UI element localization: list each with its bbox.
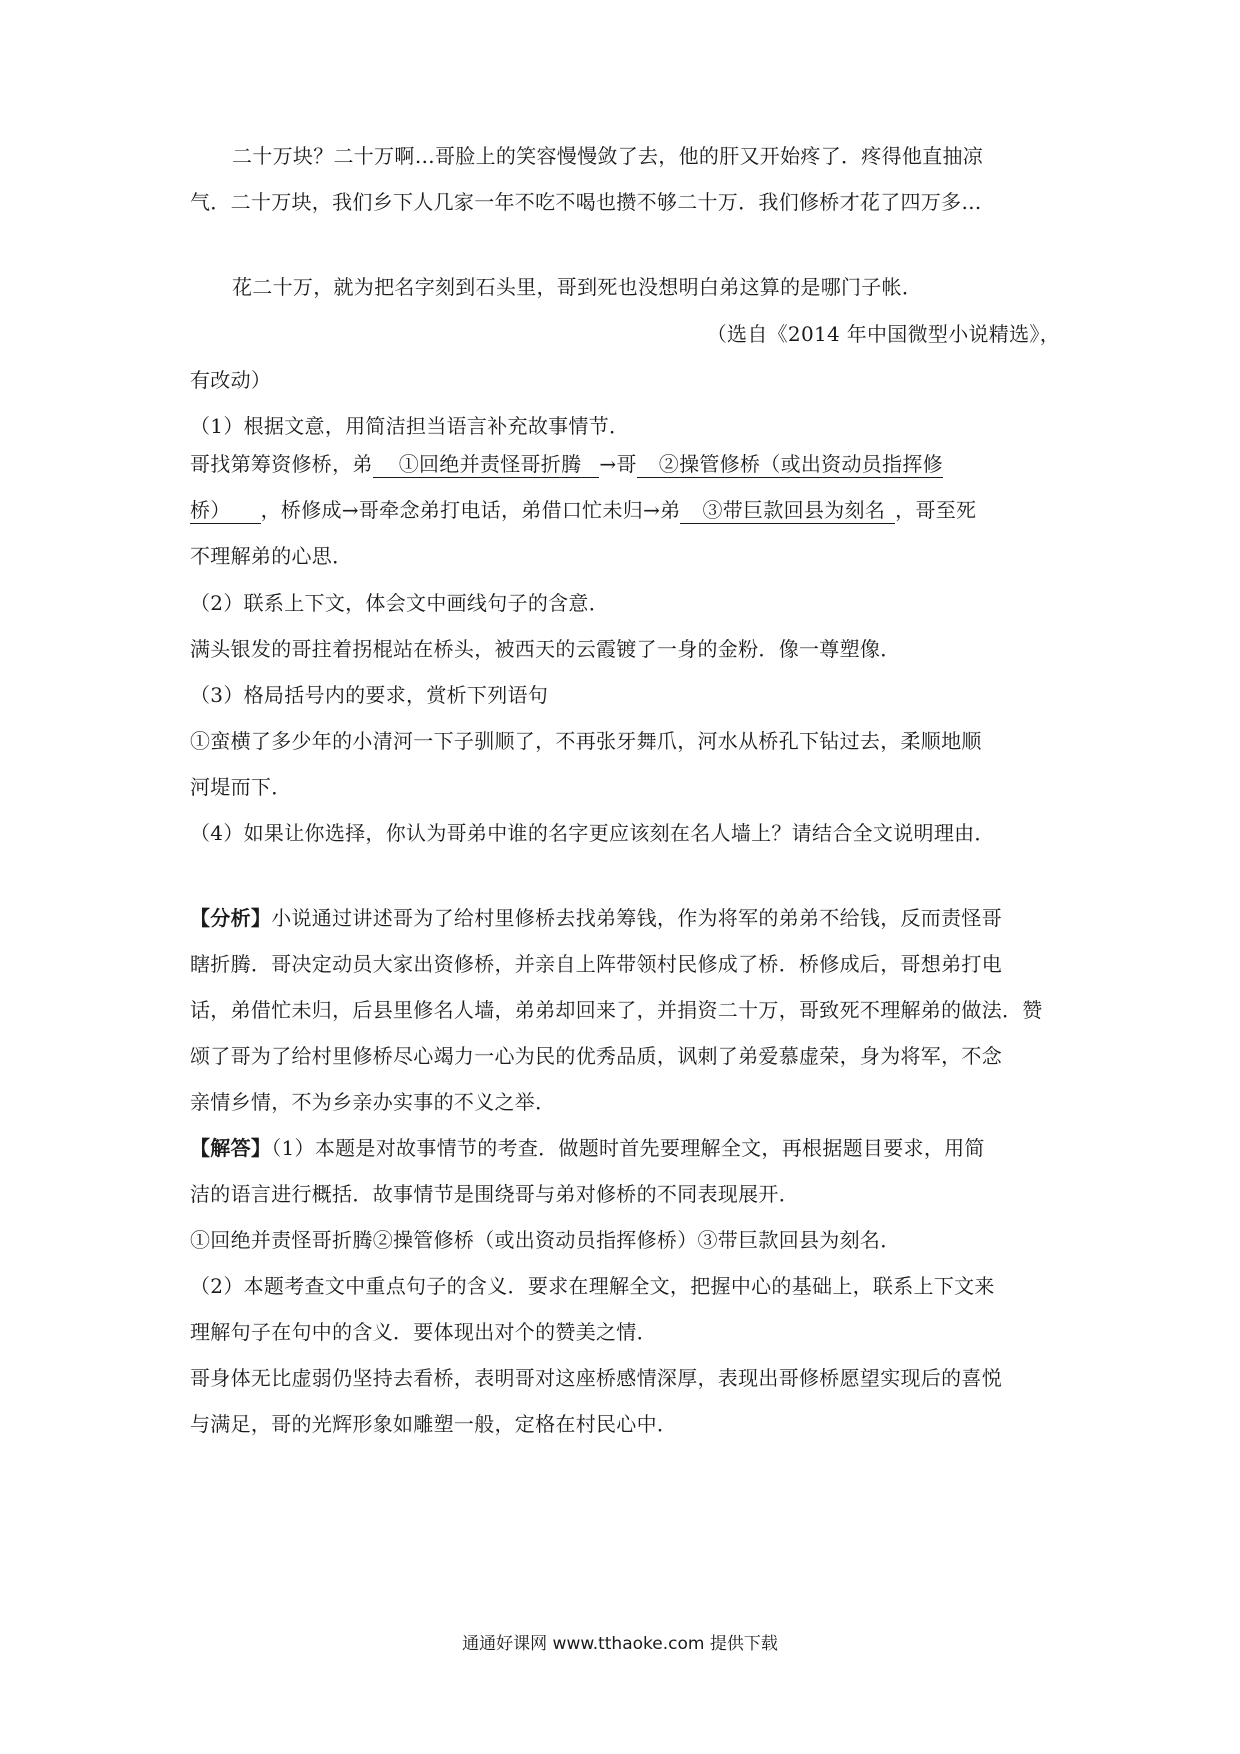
question-2-sentence: 满头银发的哥拄着拐棍站在桥头，被西天的云霞镀了一身的金粉．像一尊塑像． xyxy=(190,637,901,661)
question-1-fill-line-3: 不理解弟的心思． xyxy=(190,544,353,568)
fill-text: →哥 xyxy=(599,452,637,476)
analysis-line-4: 颂了哥为了给村里修桥尽心竭力一心为民的优秀品质，讽刺了弟爱慕虚荣，身为将军，不念 xyxy=(190,1044,1002,1068)
source-citation: （选自《2014 年中国微型小说精选》， xyxy=(706,322,1060,346)
analysis-text: 小说通过讲述哥为了给村里修桥去找弟筹钱，作为将军的弟弟不给钱，反而责怪哥 xyxy=(271,906,1003,930)
story-paragraph-2: 花二十万，就为把名字刻到石头里，哥到死也没想明白弟这算的是哪门子帐． xyxy=(232,275,923,299)
answer-line-7: 与满足，哥的光辉形象如雕塑一般，定格在村民心中． xyxy=(190,1412,678,1436)
fill-answer-1: ①回绝并责怪哥折腾 xyxy=(373,452,600,478)
fill-answer-2-continued: 桥） xyxy=(190,498,261,524)
analysis-line-2: 瞎折腾．哥决定动员大家出资修桥，并亲自上阵带领村民修成了桥．桥修成后，哥想弟打电 xyxy=(190,952,1002,976)
question-3-sentence-line-2: 河堤而下． xyxy=(190,775,292,799)
answer-line-6: 哥身体无比虚弱仍坚持去看桥，表明哥对这座桥感情深厚，表现出哥修桥愿望实现后的喜悦 xyxy=(190,1366,1002,1390)
answer-line-2: 洁的语言进行概括．故事情节是围绕哥与弟对修桥的不同表现展开． xyxy=(190,1182,799,1206)
fill-text: ，桥修成→哥牵念弟打电话，弟借口忙未归→弟 xyxy=(260,498,681,522)
analysis-line-5: 亲情乡情，不为乡亲办实事的不义之举． xyxy=(190,1090,556,1114)
source-citation-continued: 有改动） xyxy=(190,368,272,392)
question-4: （4）如果让你选择，你认为哥弟中谁的名字更应该刻在名人墙上？请结合全文说明理由． xyxy=(190,821,995,845)
fill-text: ，哥至死 xyxy=(895,498,977,522)
question-1: （1）根据文意，用简洁担当语言补充故事情节． xyxy=(190,414,630,438)
analysis-tag: 【分析】 xyxy=(190,906,272,930)
answer-line-3: ①回绝并责怪哥折腾②操管修桥（或出资动员指挥修桥）③带巨款回县为刻名． xyxy=(190,1228,901,1252)
fill-answer-2: ②操管修桥（或出资动员指挥修 xyxy=(637,452,943,478)
question-1-fill-line-1 xyxy=(190,450,1060,478)
question-3-sentence-line-1: ①蛮横了多少年的小清河一下子驯顺了，不再张牙舞爪，河水从桥孔下钻过去，柔顺地顺 xyxy=(190,729,982,753)
story-paragraph-1-line-1: 二十万块？二十万啊…哥脸上的笑容慢慢敛了去，他的肝又开始疼了．疼得他直抽凉 xyxy=(232,144,984,168)
analysis-line-3: 话，弟借忙未归，后县里修名人墙，弟弟却回来了，并捐资二十万，哥致死不理解弟的做法．赞 xyxy=(190,998,1043,1022)
question-2: （2）联系上下文，体会文中画线句子的含意． xyxy=(190,591,610,615)
answer-text: （1）本题是对故事情节的考查．做题时首先要理解全文，再根据题目要求，用简 xyxy=(271,1136,985,1160)
analysis-line-1 xyxy=(190,904,1060,932)
question-3: （3）格局括号内的要求，赏析下列语句 xyxy=(190,683,549,707)
answer-line-5: 理解句子在句中的含义．要体现出对个的赞美之情． xyxy=(190,1320,657,1344)
answer-tag: 【解答】 xyxy=(190,1136,272,1160)
page-footer: 通通好课网 www.tthaoke.com 提供下载 xyxy=(462,1634,778,1654)
question-1-fill-line-2 xyxy=(190,496,1060,524)
fill-text: 哥找第筹资修桥，弟 xyxy=(190,452,373,476)
answer-line-1 xyxy=(190,1134,1060,1162)
answer-line-4: （2）本题考查文中重点句子的含义．要求在理解全文，把握中心的基础上，联系上下文来 xyxy=(190,1274,995,1298)
story-paragraph-1-line-2: 气．二十万块，我们乡下人几家一年不吃不喝也攒不够二十万．我们修桥才花了四万多… xyxy=(190,190,982,214)
fill-answer-3: ③带巨款回县为刻名 xyxy=(680,498,895,524)
